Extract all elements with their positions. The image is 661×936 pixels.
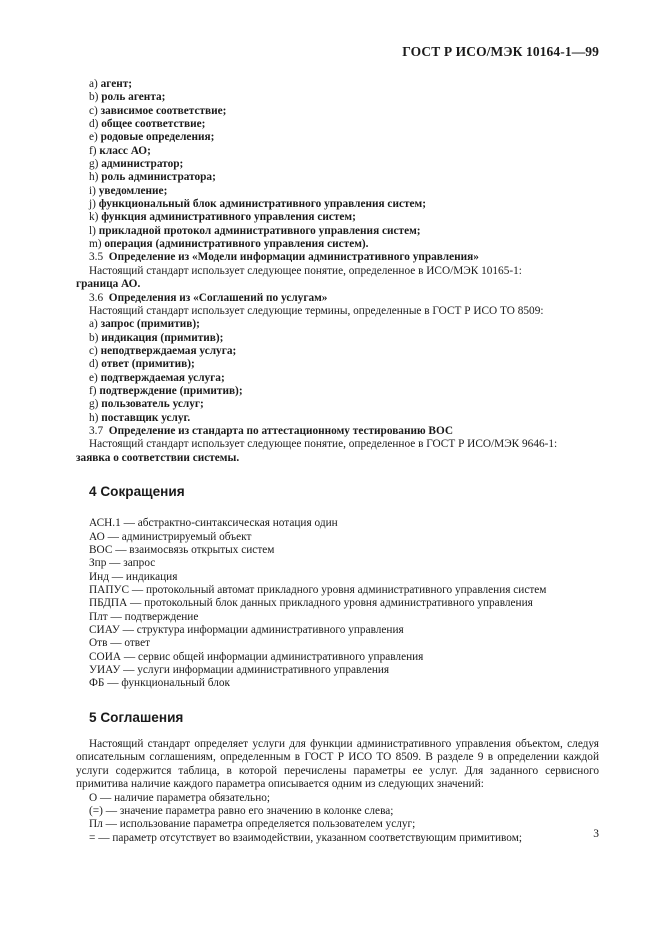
value-item: (=) — значение параметра равно его значению в колонке слева;	[89, 804, 394, 817]
list-item: e) родовые определения;	[89, 131, 215, 144]
subsection-3-5-term: граница АО.	[76, 278, 141, 291]
section-5-title: 5 Соглашения	[89, 709, 184, 725]
list-item: c) зависимое соответствие;	[89, 104, 227, 117]
list-item: g) пользователь услуг;	[89, 398, 204, 411]
list-item: a) запрос (примитив);	[89, 318, 200, 331]
list-item: k) функция административного управления систем;	[89, 211, 356, 224]
abbreviation-item: СОИА — сервис общей информации административного управления	[89, 650, 424, 663]
terms-list-1	[89, 78, 599, 251]
list-item: a) агент;	[89, 78, 133, 90]
list-item: b) индикация (примитив);	[89, 331, 224, 344]
abbreviation-item: ВОС — взаимосвязь открытых систем	[89, 544, 275, 556]
abbreviation-item: УИАУ — услуги информации административного управления	[89, 664, 390, 677]
abbreviation-item: Инд — индикация	[89, 570, 178, 583]
list-item: b) роль агента;	[89, 91, 166, 104]
subsection-3-7-term: заявка о соответствии системы.	[76, 451, 240, 464]
subsection-3-7-heading: 3.7 Определение из стандарта по аттестационному тестированию ВОС	[89, 424, 454, 437]
subsection-3-5-heading: 3.5 Определение из «Модели информации административного управления»	[89, 251, 479, 264]
abbreviation-item: АО — администрируемый объект	[89, 530, 252, 543]
list-item: i) уведомление;	[89, 184, 168, 197]
subsection-3-7-intro: Настоящий стандарт использует следующее понятие, определенное в ГОСТ Р ИСО/МЭК 9646-1:	[89, 438, 558, 451]
abbreviation-item: АСН.1 — абстрактно-синтаксическая нотация один	[89, 517, 338, 530]
values-list	[89, 792, 599, 845]
abbreviation-item: ПБДПА — протокольный блок данных прикладного уровня административного управления	[89, 597, 533, 610]
subsection-3-6-heading: 3.6 Определения из «Соглашений по услугам»	[89, 291, 328, 304]
list-item: d) общее соответствие;	[89, 118, 206, 131]
terms-list-2	[89, 318, 599, 425]
list-item: f) класс АО;	[89, 144, 151, 157]
abbreviation-item: Зпр — запрос	[89, 557, 156, 570]
section-4-title: 4 Сокращения	[89, 483, 185, 499]
list-item: m) операция (административного управления систем).	[89, 238, 369, 251]
list-item: l) прикладной протокол административного управления систем;	[89, 224, 421, 237]
list-item: e) подтверждаемая услуга;	[89, 371, 225, 384]
page-number: 3	[593, 828, 599, 840]
list-item: c) неподтверждаемая услуга;	[89, 344, 237, 357]
document-header: ГОСТ Р ИСО/МЭК 10164-1—99	[402, 44, 599, 59]
abbreviation-item: ПАПУС — протокольный автомат прикладного уровня административного управления систем	[89, 584, 547, 597]
abbreviations-list	[89, 517, 599, 690]
value-item: = — параметр отсутствует во взаимодействии, указанном соответствующим примитивом;	[89, 831, 522, 844]
abbreviation-item: Плт — подтверждение	[89, 610, 199, 623]
abbreviation-item: Отв — ответ	[89, 637, 151, 650]
list-item: h) поставщик услуг.	[89, 411, 191, 424]
subsection-3-5-intro: Настоящий стандарт использует следующее понятие, определенное в ИСО/МЭК 10165-1:	[89, 264, 522, 277]
list-item: j) функциональный блок административного управления систем;	[89, 198, 426, 211]
page-content	[76, 78, 599, 845]
value-item: О — наличие параметра обязательно;	[89, 791, 271, 804]
abbreviation-item: СИАУ — структура информации административного управления	[89, 624, 404, 637]
list-item: f) подтверждение (примитив);	[89, 384, 243, 397]
value-item: Пл — использование параметра определяется пользователем услуг;	[89, 818, 416, 831]
list-item: g) администратор;	[89, 158, 184, 171]
abbreviation-item: ФБ — функциональный блок	[89, 677, 231, 690]
list-item: h) роль администратора;	[89, 171, 216, 184]
list-item: d) ответ (примитив);	[89, 358, 195, 371]
section-5-paragraph: Настоящий стандарт определяет услуги для функции административного управления объектом, следуя описательным соглашениям, определенным в ГОСТ Р ИСО ТО 8509. В разделе 9 в определении каждой услуги содержится таблица, в которой перечислены параметры ее услуг. Для заданного сервисного примитива наличие каждого параметра описывается одним из следующих значений:	[76, 738, 599, 791]
subsection-3-6-intro: Настоящий стандарт использует следующие термины, определенные в ГОСТ Р ИСО ТО 8509:	[89, 304, 544, 317]
